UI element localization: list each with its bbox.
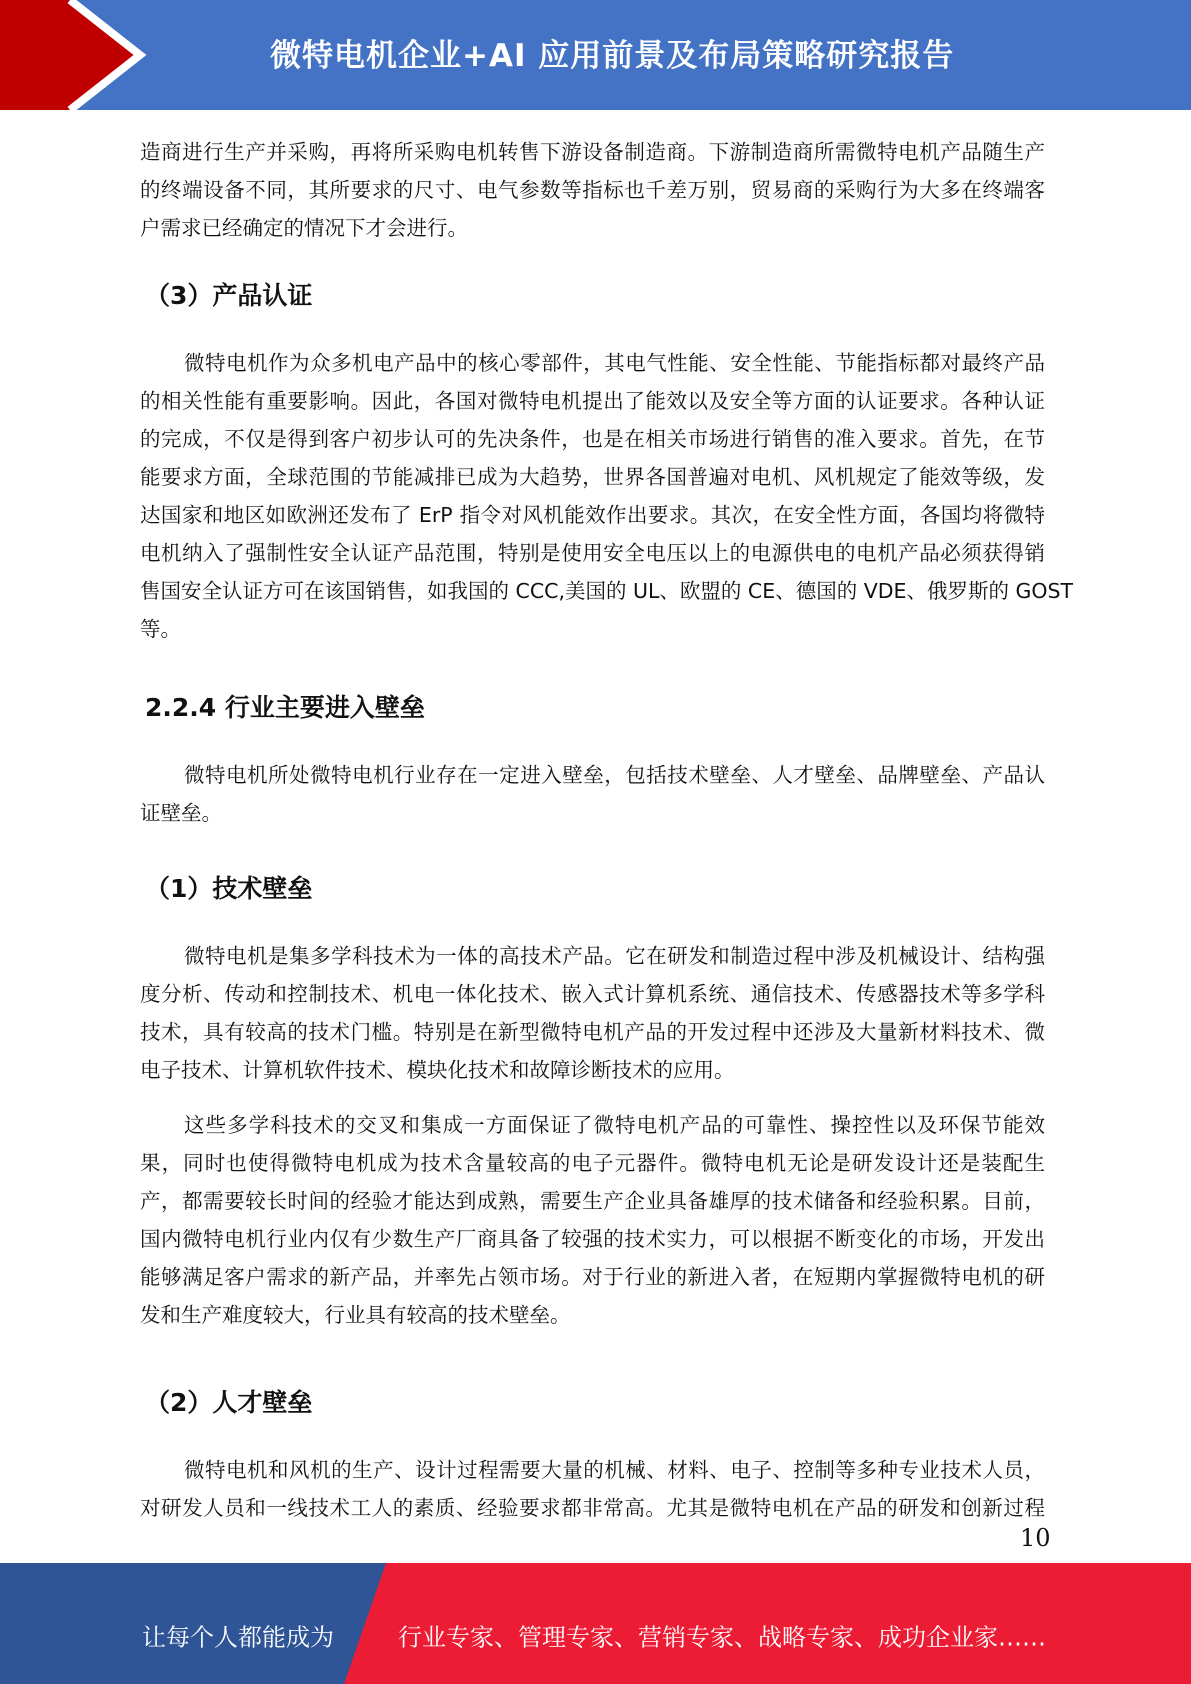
text-line: 等。 <box>140 617 181 641</box>
text-line: 微特电机是集多学科技术为一体的高技术产品。它在研发和制造过程中涉及机械设计、结构强 <box>184 944 1045 968</box>
text-line: 微特电机和风机的生产、设计过程需要大量的机械、材料、电子、控制等多种专业技术人员， <box>184 1458 1045 1482</box>
paragraph <box>140 1451 1045 1527</box>
text-line: 产，都需要较长时间的经验才能达到成熟，需要生产企业具备雄厚的技术储备和经验积累。目前， <box>140 1189 1045 1213</box>
text-line: 达国家和地区如欧洲还发布了 ErP 指令对风机能效作出要求。其次，在安全性方面，各国均将微特 <box>140 503 1045 527</box>
text-line: 户需求已经确定的情况下才会进行。 <box>140 216 468 240</box>
paragraph <box>140 344 1074 648</box>
text-line: 国内微特电机行业内仅有少数生产厂商具备了较强的技术实力，可以根据不断变化的市场，开发出 <box>140 1227 1045 1251</box>
report-title: 微特电机企业+AI 应用前景及布局策略研究报告 <box>270 38 955 74</box>
page-number: 10 <box>1020 1524 1051 1552</box>
text-line: 的相关性能有重要影响。因此，各国对微特电机提出了能效以及安全等方面的认证要求。各种认证 <box>140 389 1045 413</box>
paragraph <box>140 133 1045 247</box>
text-line: 微特电机所处微特电机行业存在一定进入壁垒，包括技术壁垒、人才壁垒、品牌壁垒、产品认 <box>184 763 1045 787</box>
footer-slogan-left: 让每个人都能成为 <box>142 1623 334 1652</box>
text-line: 果，同时也使得微特电机成为技术含量较高的电子元器件。微特电机无论是研发设计还是装配生 <box>140 1151 1045 1175</box>
section-heading: （3）产品认证 <box>145 281 313 310</box>
paragraph <box>140 756 1045 832</box>
text-line: 售国安全认证方可在该国销售，如我国的 CCC,美国的 UL、欧盟的 CE、德国的 VDE、俄罗斯的 GOST <box>140 579 1074 603</box>
text-line: 造商进行生产并采购，再将所采购电机转售下游设备制造商。下游制造商所需微特电机产品随生产 <box>140 140 1045 164</box>
text-line: 发和生产难度较大，行业具有较高的技术壁垒。 <box>140 1303 571 1327</box>
section-heading: （2）人才壁垒 <box>145 1388 313 1417</box>
paragraph <box>140 1106 1045 1334</box>
section-heading: （1）技术壁垒 <box>145 874 313 903</box>
text-line: 这些多学科技术的交叉和集成一方面保证了微特电机产品的可靠性、操控性以及环保节能效 <box>184 1113 1045 1137</box>
text-line: 电子技术、计算机软件技术、模块化技术和故障诊断技术的应用。 <box>140 1058 735 1082</box>
text-line: 度分析、传动和控制技术、机电一体化技术、嵌入式计算机系统、通信技术、传感器技术等多学科 <box>140 982 1045 1006</box>
text-line: 对研发人员和一线技术工人的素质、经验要求都非常高。尤其是微特电机在产品的研发和创新过程 <box>140 1496 1045 1520</box>
footer-slogan-right: 行业专家、管理专家、营销专家、战略专家、成功企业家…… <box>398 1623 1046 1652</box>
text-line: 能够满足客户需求的新产品，并率先占领市场。对于行业的新进入者，在短期内掌握微特电机的研 <box>140 1265 1045 1289</box>
section-heading: 2.2.4 行业主要进入壁垒 <box>145 693 425 722</box>
text-line: 微特电机作为众多机电产品中的核心零部件，其电气性能、安全性能、节能指标都对最终产品 <box>184 351 1045 375</box>
text-line: 技术，具有较高的技术门槛。特别是在新型微特电机产品的开发过程中还涉及大量新材料技术、微 <box>140 1020 1045 1044</box>
page-header <box>0 0 1191 110</box>
text-line: 的终端设备不同，其所要求的尺寸、电气参数等指标也千差万别，贸易商的采购行为大多在终端客 <box>140 178 1045 202</box>
text-line: 电机纳入了强制性安全认证产品范围，特别是使用安全电压以上的电源供电的电机产品必须获得销 <box>140 541 1045 565</box>
paragraph <box>140 937 1045 1089</box>
chevron-decoration <box>0 0 200 110</box>
text-line: 的完成，不仅是得到客户初步认可的先决条件，也是在相关市场进行销售的准入要求。首先，在节 <box>140 427 1045 451</box>
text-line: 能要求方面，全球范围的节能减排已成为大趋势，世界各国普遍对电机、风机规定了能效等级，发 <box>140 465 1045 489</box>
text-line: 证壁垒。 <box>140 801 222 825</box>
